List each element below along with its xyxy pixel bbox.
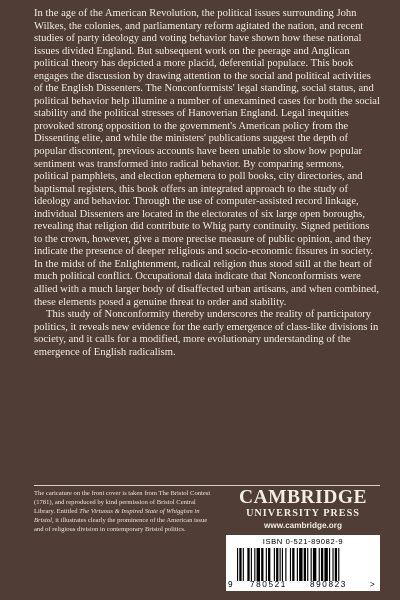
barcode-digits-right: 890823 — [310, 580, 347, 589]
blurb-paragraph-1: In the age of the American Revolution, the political issues surrounding John Wilkes, the colonies, and parliamentary reform agitated the nation, and recent studies of party ideology and voting behavior have shown how these national issues divided England. But subsequent work on the peerage and Anglican political theory has depicted a more placid, deferential populace. This book engages the discussion by drawing attention to the social and political activities of the English Dissenters. The Nonconformists' legal standing, social status, and political behavior help illumine a number of unexamined cases for both the social stability and the political stresses of Hanoverian England. Legal inequities provoked strong opposition to the government's American policy from the Dissenting elite, and while the ministers' publications suggest the depth of popular discontent, previous accounts have been unable to show how popular sentiment was transformed into radical behavior. By comparing sermons, political pamphlets, and election ephemera to poll books, city directories, and baptismal registers, this book offers an integrated approach to the study of ideology and behavior. Through the use of computer-assisted record linkage, individual Dissenters are located in the electorates of six large open boroughs, revealing that religion did contribute to Whig party continuity. Signed petitions to the crown, however, give a more precise measure of public opinion, and they indicate the presence of deeper religious and socio-economic fissures in society. In the midst of the Enlightenment, radical religion thus stood still at the heart of much political conflict. Occupational data indicate that Nonconformists were allied with a much larger body of disaffected urban artisans, and when combined, these elements posed a genuine threat to order and stability. — [34, 8, 380, 308]
barcode-digits-left: 780521 — [250, 580, 287, 589]
publisher-website: www.cambridge.org — [264, 521, 342, 530]
back-cover-blurb — [34, 8, 380, 359]
isbn-label: ISBN 0-521-89082-9 — [262, 537, 344, 546]
publisher-subtitle: UNIVERSITY PRESS — [246, 508, 360, 519]
publisher-name: CAMBRIDGE — [238, 487, 367, 508]
divider-rule — [34, 485, 380, 486]
barcode-end-mark: > — [370, 580, 375, 589]
caption-text-end: , it illustrates clearly the prominence of the American issue and of religious division in contemporary Bristol politics. — [34, 517, 208, 533]
publisher-block — [227, 488, 379, 531]
blurb-paragraph-2: This study of Nonconformity thereby underscores the reality of participatory politics, it reveals new evidence for the early emergence of class-like divisions in society, and it calls for a modified, more evolutionary understanding of the emergence of English radicalism. — [34, 309, 379, 358]
caption-caricature-title: The Virtuous & Inspired State of Whiggism in Bristol — [34, 508, 200, 524]
caption-text-start: The caricature on the front cover is taken from The Bristol Contest (1781), and reproduced by kind permission of Bristol Central Library. Entitled — [34, 490, 211, 515]
barcode-panel — [226, 535, 380, 591]
barcode-digit-first: 9 — [228, 580, 233, 589]
cover-caption — [34, 489, 214, 534]
barcode-icon — [237, 548, 375, 581]
